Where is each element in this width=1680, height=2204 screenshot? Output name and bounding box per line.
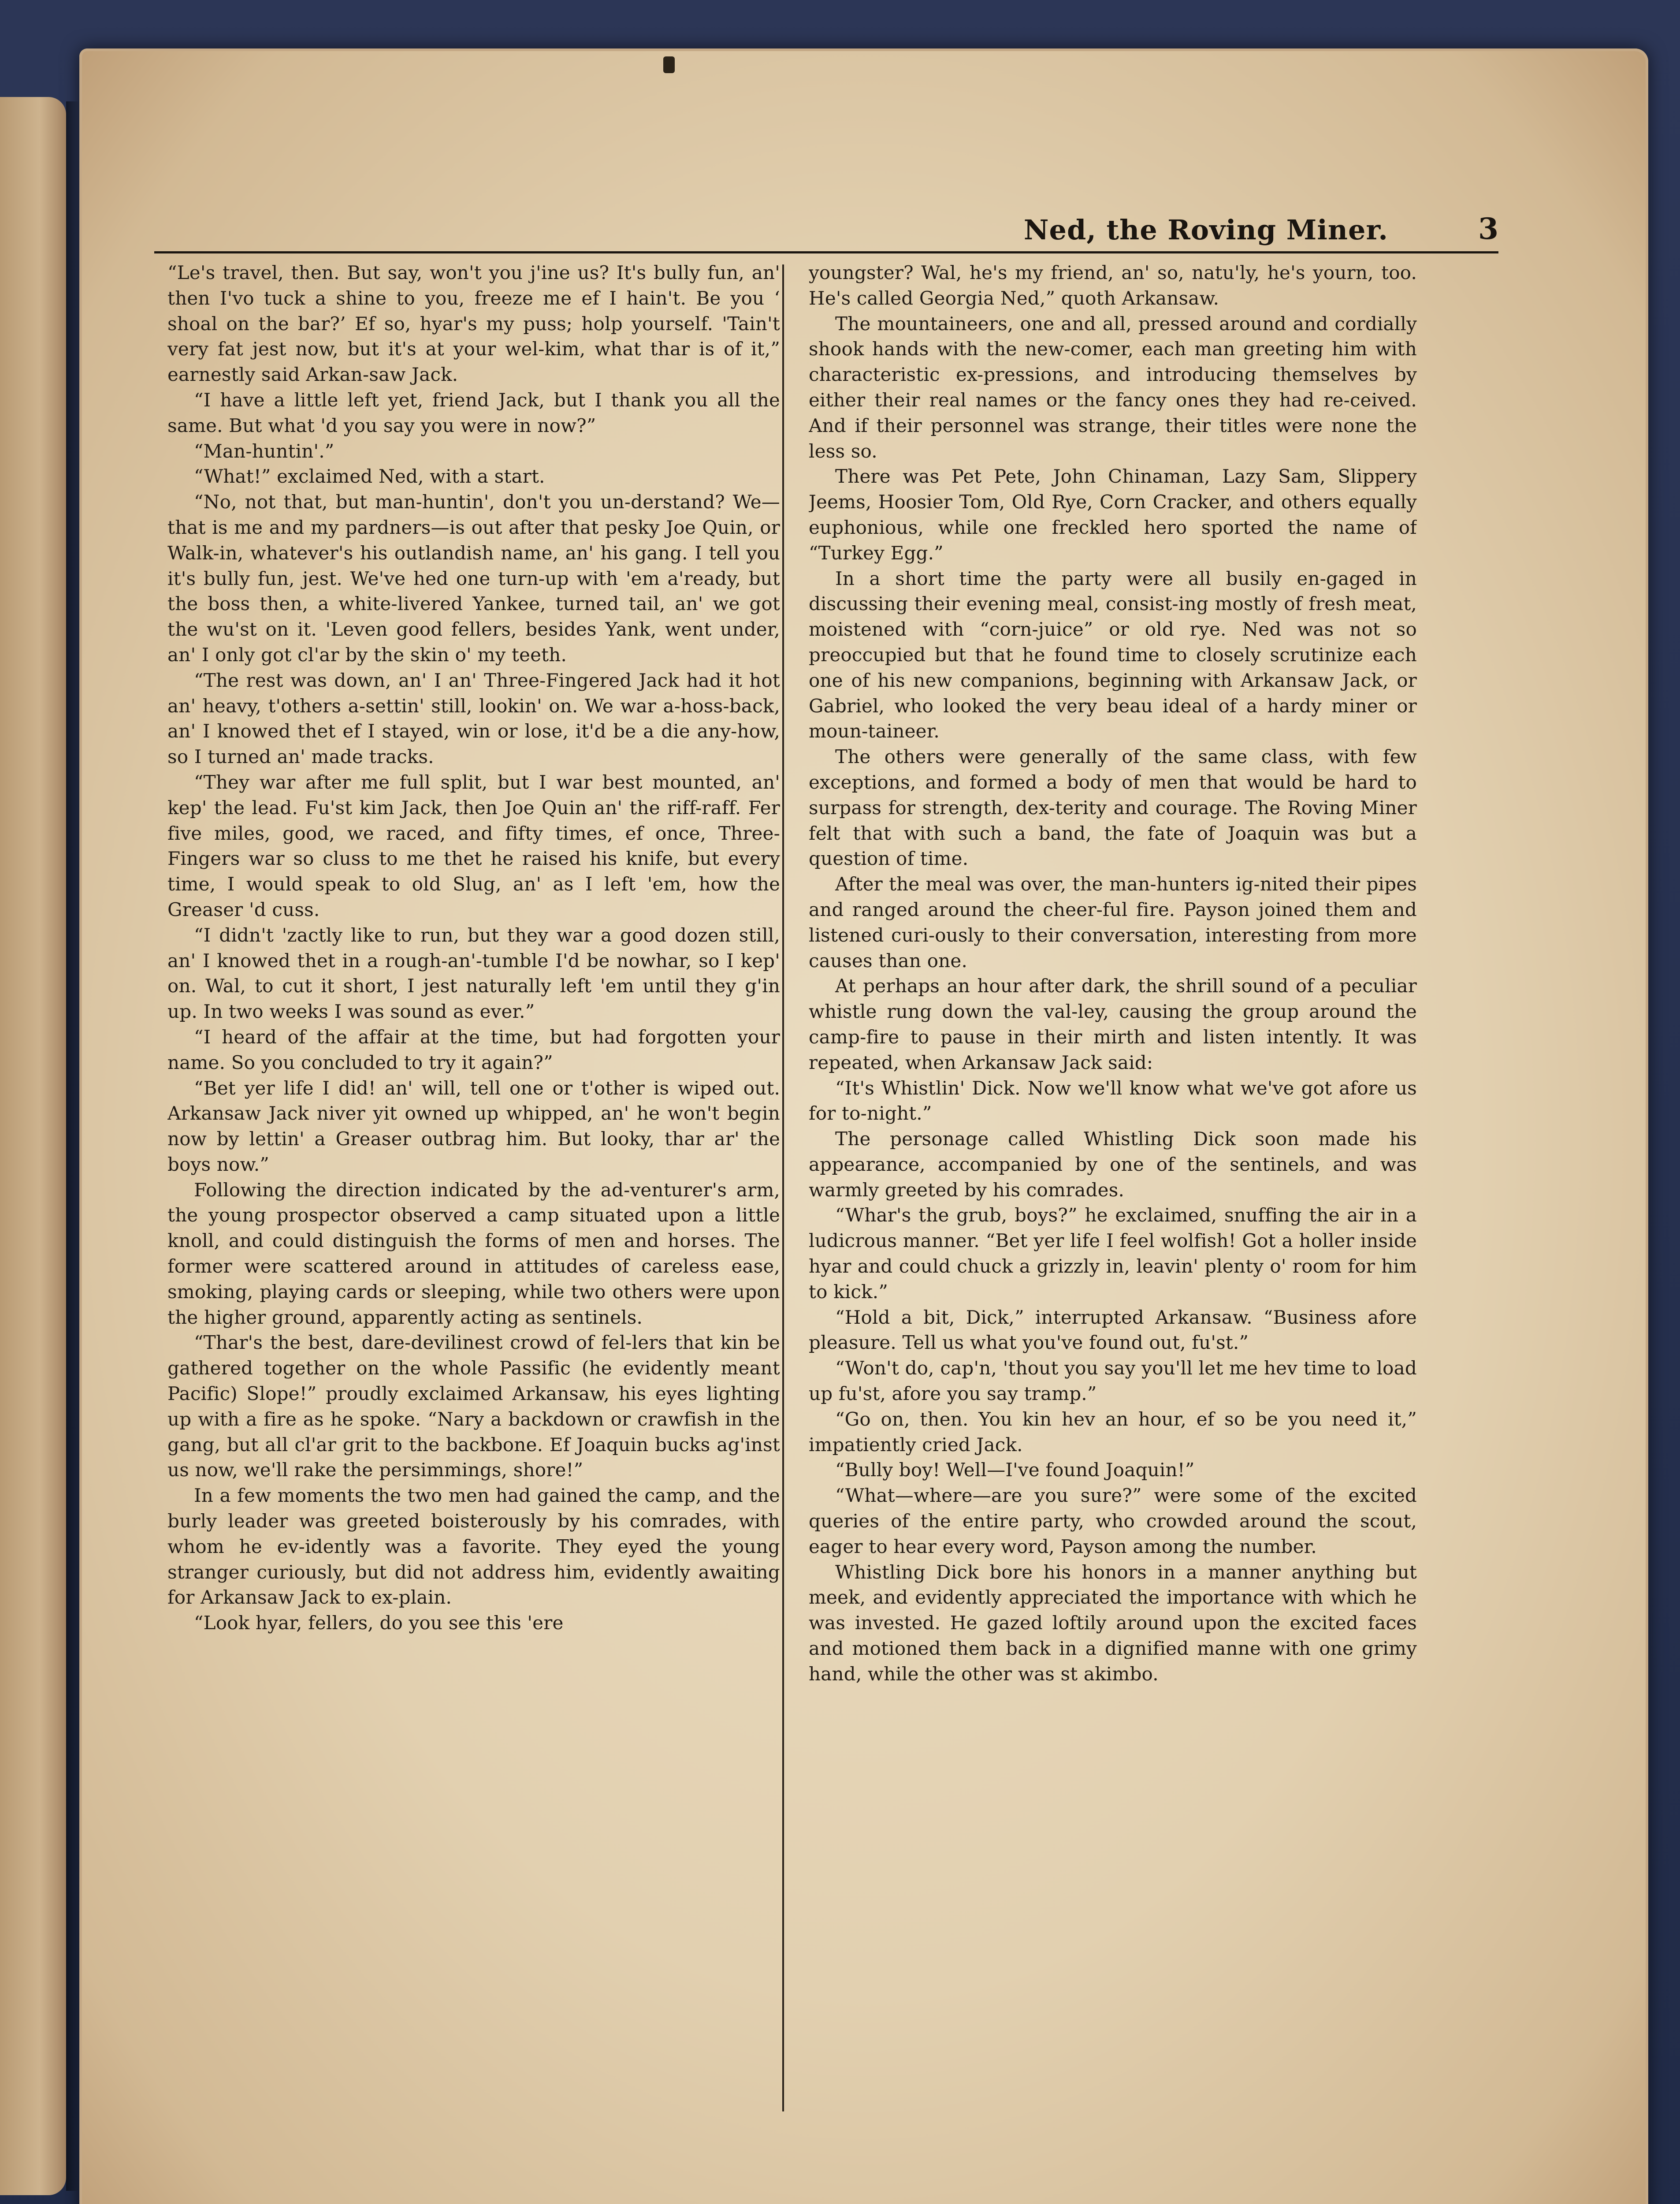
paragraph: “Thar's the best, dare-devilinest crowd of fel-lers that kin be gathered together on the whole Passific (he evidently meant Pacific) Slope!” proudly exclaimed Arkansaw, his eyes lighting up with a fire as he spoke. “Nary a backdown or crawfish in the gang, but all cl'ar grit to the backbone. Ef Joaquin bucks ag'inst us now, we'll rake the persimmings, shore!” <box>167 1332 780 1481</box>
paragraph: In a few moments the two men had gained the camp, and the burly leader was greeted boisterously by his comrades, with whom he ev-idently was a favorite. They eyed the young stranger curiously, but did not address him, evidently awaiting for Arkansaw Jack to ex-plain. <box>167 1485 780 1608</box>
running-title: Ned, the Roving Miner. <box>1023 214 1388 246</box>
paragraph: “Bet yer life I did! an' will, tell one or t'other is wiped out. Arkansaw Jack niver yit owned up whipped, an' he won't begin now by lettin' a Greaser outbrag him. But looky, thar ar' the boys now.” <box>167 1077 780 1175</box>
paragraph: “What—where—are you sure?” were some of the excited queries of the entire party, who crowded around the scout, eager to hear every word, Payson among the number. <box>809 1485 1417 1557</box>
staple-mark <box>663 56 675 73</box>
paragraph: After the meal was over, the man-hunters ig-nited their pipes and ranged around the cheer-ful fire. Payson joined them and listened curi-ously to their conversation, interesting from more causes than one. <box>809 873 1417 972</box>
paragraph: The personage called Whistling Dick soon made his appearance, accompanied by one of the sentinels, and was warmly greeted by his comrades. <box>809 1128 1417 1201</box>
paragraph: Whistling Dick bore his honors in a manner anything but meek, and evidently appreciated the importance with which he was invested. He gazed loftily around upon the excited faces and motioned them back in a dignified manne with one grimy hand, while the other was st akimbo. <box>809 1561 1417 1685</box>
paragraph: “What!” exclaimed Ned, with a start. <box>194 465 545 488</box>
paragraph: “Go on, then. You kin hev an hour, ef so be you need it,” impatiently cried Jack. <box>809 1408 1417 1456</box>
paragraph: “Bully boy! Well—I've found Joaquin!” <box>835 1459 1195 1481</box>
paragraph: “The rest was down, an' I an' Three-Fingered Jack had it hot an' heavy, t'others a-settin' still, lookin' on. We war a-hoss-back, an' I knowed thet ef I stayed, win or lose, it'd be a die any-how, so I turned an' made tracks. <box>167 669 780 768</box>
paragraph: “No, not that, but man-huntin', don't you un-derstand? We—that is me and my pardners—is out after that pesky Joe Quin, or Walk-in, whatever's his outlandish name, an' his gang. I tell you it's bully fun, jest. We've hed one turn-up with 'em a'ready, but the boss then, a white-livered Yankee, turned tail, an' we got the wu'st on it. 'Leven good fellers, besides Yank, went under, an' I only got cl'ar by the skin o' my teeth. <box>167 491 780 666</box>
page-number: 3 <box>1478 212 1498 246</box>
paragraph: “Look hyar, fellers, do you see this 'ere <box>194 1612 564 1634</box>
facing-page-edge <box>0 97 66 2195</box>
left-column <box>167 260 780 2120</box>
column-rule <box>782 264 784 2111</box>
paragraph: “I have a little left yet, friend Jack, but I thank you all the same. But what 'd you say you were in now?” <box>167 389 780 436</box>
paragraph: In a short time the party were all busily en-gaged in discussing their evening meal, consist-ing mostly of fresh meat, moistened with “corn-juice” or old rye. Ned was not so preoccupied but that he found time to closely scrutinize each one of his new companions, beginning with Arkansaw Jack, or Gabriel, who looked the very beau ideal of a hardy miner or moun-taineer. <box>809 567 1417 742</box>
paragraph: “They war after me full split, but I war best mounted, an' kep' the lead. Fu'st kim Jack, then Joe Quin an' the riff-raff. Fer five miles, good, we raced, and fifty times, ef once, Three-Fingers war so cluss to me thet he raised his knife, but every time, I would speak to old Slug, an' as I left 'em, how the Greaser 'd cuss. <box>167 771 780 920</box>
page-header <box>154 185 1498 253</box>
paragraph: “Whar's the grub, boys?” he exclaimed, snuffing the air in a ludicrous manner. “Bet yer life I feel wolfish! Got a holler inside hyar and could chuck a grizzly in, leavin' plenty o' room for him to kick.” <box>809 1204 1417 1303</box>
right-column <box>809 260 1417 2120</box>
paragraph: “Man-huntin'.” <box>194 440 335 462</box>
paragraph: “Won't do, cap'n, 'thout you say you'll let me hev time to load up fu'st, afore you say tramp.” <box>809 1357 1417 1405</box>
paragraph: “It's Whistlin' Dick. Now we'll know what we've got afore us for to-night.” <box>809 1077 1417 1124</box>
paragraph: At perhaps an hour after dark, the shrill sound of a peculiar whistle rung down the val-ley, causing the group around the camp-fire to pause in their mirth and listen intently. It was repeated, when Arkansaw Jack said: <box>809 975 1417 1073</box>
paragraph: Following the direction indicated by the ad-venturer's arm, the young prospector observed a camp situated upon a little knoll, and could distinguish the forms of men and horses. The former were scattered around in attitudes of careless ease, smoking, playing cards or sleeping, while two others were upon the higher ground, apparently acting as sentinels. <box>167 1179 780 1328</box>
paragraph: The others were generally of the same class, with few exceptions, and formed a body of men that would be hard to surpass for strength, dex-terity and courage. The Roving Miner felt that with such a band, the fate of Joaquin was but a question of time. <box>809 746 1417 870</box>
paragraph: “Hold a bit, Dick,” interrupted Arkansaw. “Business afore pleasure. Tell us what you've found out, fu'st.” <box>809 1306 1417 1354</box>
paragraph: The mountaineers, one and all, pressed around and cordially shook hands with the new-comer, each man greeting him with characteristic ex-pressions, and introducing themselves by either their real names or the fancy ones they had re-ceived. And if their personnel was strange, their titles were none the less so. <box>809 313 1417 462</box>
paragraph: “I heard of the affair at the time, but had forgotten your name. So you concluded to try it again?” <box>167 1026 780 1073</box>
paragraph: There was Pet Pete, John Chinaman, Lazy Sam, Slippery Jeems, Hoosier Tom, Old Rye, Corn Cracker, and others equally euphonious, while one freckled hero sported the name of “Turkey Egg.” <box>809 465 1417 564</box>
paragraph: “Le's travel, then. But say, won't you j'ine us? It's bully fun, an' then I'vo tuck a shine to you, freeze me ef I hain't. Be you ‘ shoal on the bar?’ Ef so, hyar's my puss; holp yourself. 'Tain't very fat jest now, but it's at your wel-kim, what thar is of it,” earnestly said Arkan-saw Jack. <box>167 262 780 386</box>
gutter-shadow <box>66 101 79 2191</box>
paragraph: youngster? Wal, he's my friend, an' so, natu'ly, he's yourn, too. He's called Georgia Ned,” quoth Arkansaw. <box>809 262 1417 309</box>
paragraph: “I didn't 'zactly like to run, but they war a good dozen still, an' I knowed thet in a rough-an'-tumble I'd be nowhar, so I kep' on. Wal, to cut it short, I jest naturally left 'em until they g'in up. In two weeks I was sound as ever.” <box>167 924 780 1023</box>
